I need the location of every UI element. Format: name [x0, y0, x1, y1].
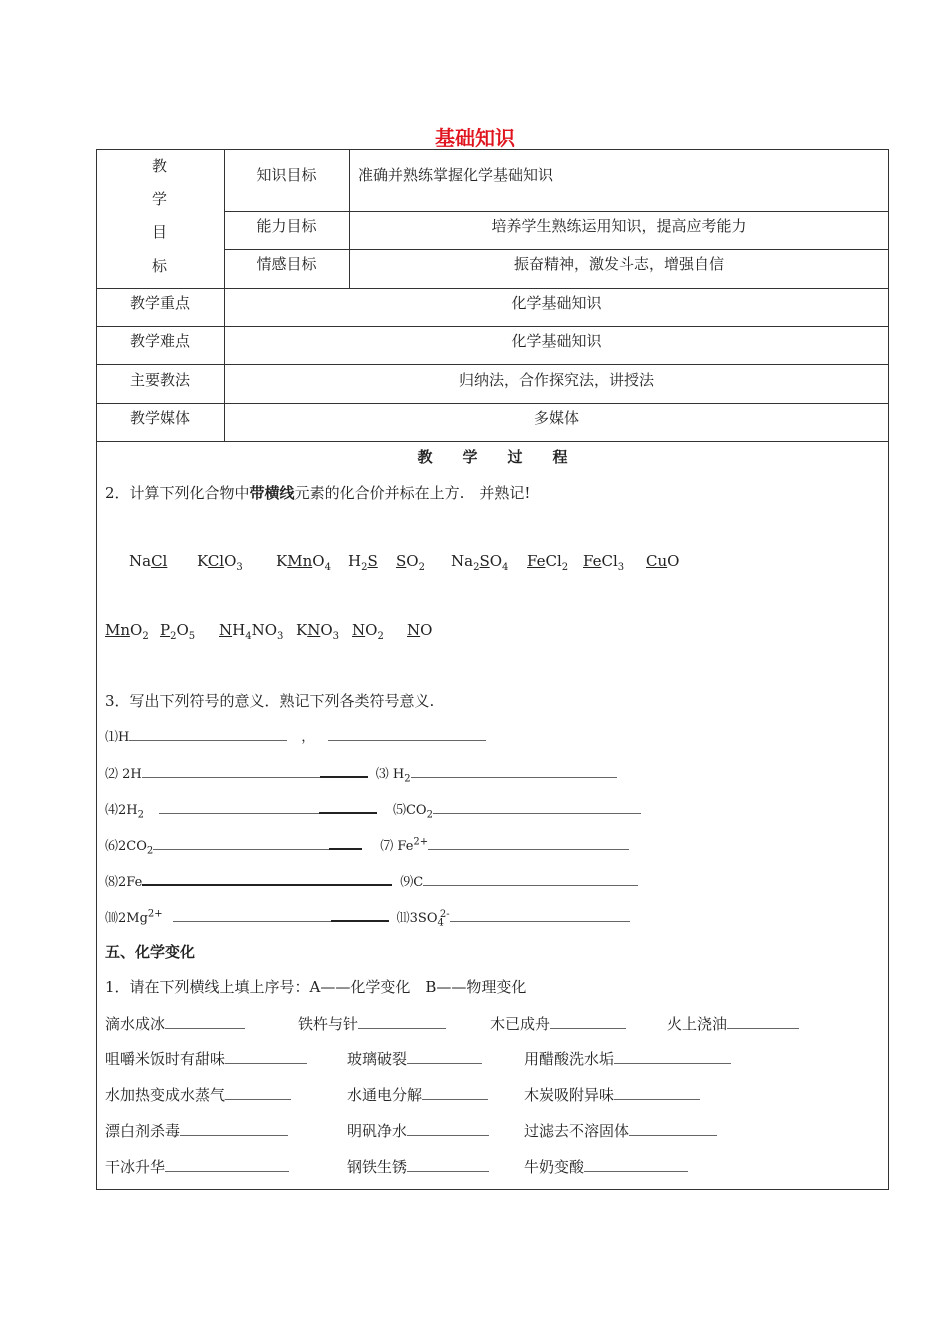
formula: $P_2O_5$	[160, 621, 196, 642]
change-item: 钢铁生锈	[347, 1156, 489, 1177]
change-item: 漂白剂杀毒	[105, 1120, 288, 1141]
answer-blank[interactable]	[319, 798, 377, 814]
formula: $NH_4NO_3$	[219, 621, 284, 642]
info-label: 教学难点	[129, 332, 190, 350]
answer-blank[interactable]	[422, 1085, 488, 1100]
answer-blank[interactable]	[180, 1121, 288, 1136]
answer-blank[interactable]	[320, 762, 368, 778]
answer-blank[interactable]	[173, 907, 331, 922]
formula: KClO$_3$	[197, 552, 243, 573]
formula: NO	[407, 621, 433, 639]
formula: $Na_2SO_4$	[451, 552, 509, 573]
emphasis: 带横线	[249, 484, 295, 502]
answer-blank[interactable]	[428, 835, 629, 850]
objective-label: 能力目标	[256, 217, 317, 235]
question-2: 2．计算下列化合物中带横线元素的化合价并标在上方. 并熟记!	[105, 484, 531, 502]
page-title: 基础知识	[435, 126, 515, 150]
answer-blank[interactable]	[629, 1121, 717, 1136]
answer-blank[interactable]	[407, 1049, 482, 1064]
answer-blank[interactable]	[614, 1049, 731, 1064]
answer-blank[interactable]	[159, 799, 319, 814]
formula: FeCl$_2$	[527, 552, 569, 573]
objective-value: 培养学生熟练运用知识，提高应考能力	[491, 217, 747, 235]
process-heading: 教 学 过 程	[417, 448, 568, 466]
formula: NaCl	[129, 552, 168, 570]
symbol-line: ⑴H ，	[105, 726, 486, 745]
objectives-char: 标	[152, 257, 168, 275]
change-item: 水通电分解	[347, 1084, 488, 1105]
change-item: 用醋酸洗水垢	[524, 1048, 731, 1069]
info-label: 教学重点	[129, 294, 190, 312]
formula: MnO$_2$	[105, 621, 149, 642]
symbol-line: $⑷2H_2$ $⑸CO_2$	[105, 798, 641, 821]
question-3: 3．写出下列符号的意义．熟记下列各类符号意义.	[105, 692, 435, 710]
answer-blank[interactable]	[165, 1014, 245, 1029]
info-value: 归纳法，合作探究法，讲授法	[458, 371, 654, 389]
info-label: 教学媒体	[129, 409, 190, 427]
change-item: 牛奶变酸	[524, 1156, 688, 1177]
change-item: 火上浇油	[667, 1013, 799, 1034]
info-label: 主要教法	[129, 371, 190, 389]
change-item: 滴水成冰	[105, 1013, 245, 1034]
answer-blank[interactable]	[727, 1014, 799, 1029]
answer-blank[interactable]	[614, 1085, 700, 1100]
answer-blank[interactable]	[142, 870, 392, 886]
answer-blank[interactable]	[329, 834, 362, 850]
answer-blank[interactable]	[584, 1157, 688, 1172]
formula: CuO	[646, 552, 680, 570]
info-value: 化学基础知识	[511, 294, 602, 312]
answer-blank[interactable]	[411, 763, 617, 778]
change-item: 水加热变成水蒸气	[105, 1084, 291, 1105]
change-item: 咀嚼米饭时有甜味	[105, 1048, 307, 1069]
answer-blank[interactable]	[433, 799, 641, 814]
answer-blank[interactable]	[129, 726, 287, 741]
change-item: 干冰升华	[105, 1156, 289, 1177]
change-item: 明矾净水	[347, 1120, 489, 1141]
info-value: 多媒体	[533, 409, 579, 427]
answer-blank[interactable]	[225, 1085, 291, 1100]
answer-blank[interactable]	[165, 1157, 289, 1172]
formula: FeCl$_3$	[583, 552, 625, 573]
objective-value: 振奋精神，激发斗志，增强自信	[513, 255, 724, 273]
answer-blank[interactable]	[331, 906, 389, 922]
answer-blank[interactable]	[328, 726, 486, 741]
formula: $H_2S$	[348, 552, 378, 573]
answer-blank[interactable]	[358, 1014, 446, 1029]
info-value: 化学基础知识	[511, 332, 602, 350]
symbol-line: $⑽2Mg^{2+}$ $⑾3SO_4^{2-}$	[105, 906, 630, 929]
symbol-line: ⑻2Fe ⑼C	[105, 870, 638, 890]
objectives-char: 目	[152, 223, 168, 241]
answer-blank[interactable]	[225, 1049, 307, 1064]
answer-blank[interactable]	[550, 1014, 626, 1029]
change-item: 木已成舟	[490, 1013, 626, 1034]
answer-blank[interactable]	[142, 763, 320, 778]
change-item: 过滤去不溶固体	[524, 1120, 717, 1141]
answer-blank[interactable]	[450, 907, 630, 922]
symbol-line: $⑹2CO_2$ ⑺ $Fe^{2+}$	[105, 834, 629, 857]
answer-blank[interactable]	[153, 835, 329, 850]
objectives-char: 学	[152, 190, 168, 208]
objective-label: 知识目标	[256, 166, 317, 184]
change-item: 木炭吸附异味	[524, 1084, 700, 1105]
formula: $SO_2$	[396, 552, 425, 573]
objective-value: 准确并熟练掌握化学基础知识	[358, 166, 554, 184]
answer-blank[interactable]	[407, 1157, 489, 1172]
objectives-char: 教	[152, 157, 168, 175]
formula: KMnO$_4$	[276, 552, 331, 573]
change-item: 玻璃破裂	[347, 1048, 482, 1069]
question-1: 1．请在下列横线上填上序号：A——化学变化 B——物理变化	[105, 978, 527, 996]
symbol-line: ⑵ 2H ⑶ $H_2$	[105, 762, 617, 785]
answer-blank[interactable]	[407, 1121, 489, 1136]
formula: $NO_2$	[352, 621, 384, 642]
change-item: 铁杵与针	[298, 1013, 446, 1034]
section-heading: 五、化学变化	[105, 943, 196, 961]
formula: $KNO_3$	[296, 621, 340, 642]
objective-label: 情感目标	[256, 255, 317, 273]
answer-blank[interactable]	[423, 871, 638, 886]
